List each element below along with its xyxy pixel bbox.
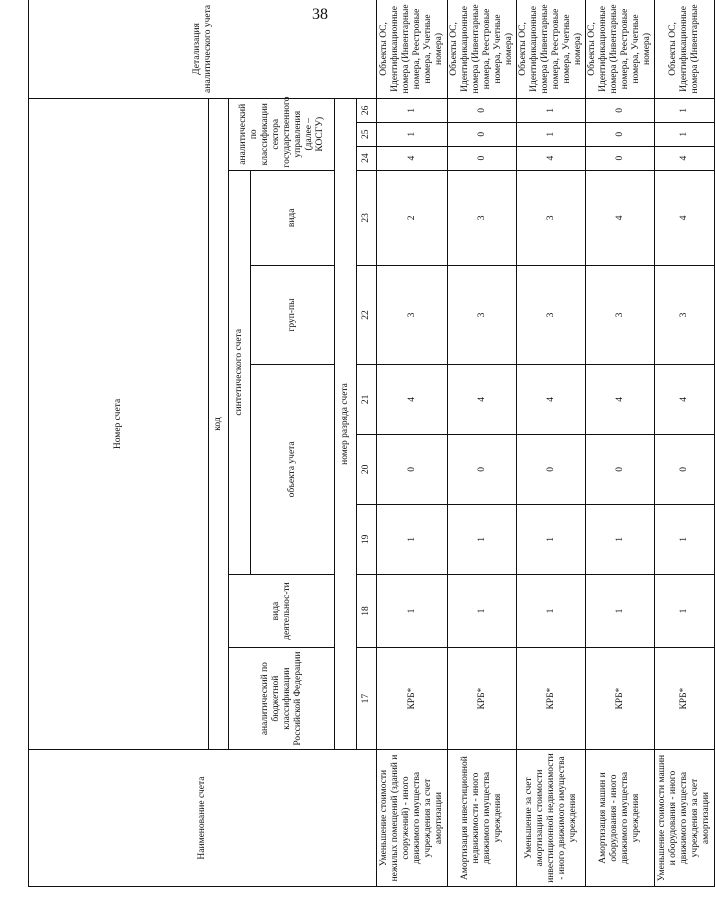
row-detail: Объекты ОС, Идентификационные номера (Инвентарные номера, Реестровые номера, Учетные номера) — [377, 0, 448, 98]
accounts-table — [28, 0, 715, 887]
cell-21: 4 — [517, 364, 586, 434]
cell-25: 1 — [517, 122, 586, 146]
cell-25: 1 — [377, 122, 448, 146]
header-detail: Детализация аналитического учета — [29, 0, 377, 98]
header-abk: аналитический по бюджетной классификации Российской Федерации — [229, 648, 335, 750]
cell-19: 1 — [586, 504, 655, 574]
cell-22: 3 — [517, 266, 586, 365]
cell-17: КРБ* — [655, 648, 715, 750]
row-name: Амортизация машин и оборудования - иного движимого имущества учреждения — [586, 750, 655, 887]
row-name: Уменьшение стоимости машин и оборудования - иного движимого имущества учреждения за счет амортизации — [655, 750, 715, 887]
cell-22: 3 — [377, 266, 448, 365]
cell-17: КРБ* — [448, 648, 517, 750]
colnum-20: 20 — [357, 434, 377, 504]
cell-19: 1 — [377, 504, 448, 574]
cell-26: 1 — [655, 98, 715, 122]
cell-26: 1 — [517, 98, 586, 122]
cell-19: 1 — [655, 504, 715, 574]
cell-24: 4 — [377, 146, 448, 170]
colnum-18: 18 — [357, 574, 377, 647]
cell-24: 0 — [448, 146, 517, 170]
cell-21: 4 — [586, 364, 655, 434]
cell-17: КРБ* — [586, 648, 655, 750]
row-name: Уменьшение стоимости нежилых помещений (зданий и сооружений) - иного движимого имущества учреждения за счет амортизации — [377, 750, 448, 887]
cell-19: 1 — [448, 504, 517, 574]
cell-23: 3 — [448, 170, 517, 266]
rotated-table-stage — [28, 0, 711, 887]
cell-23: 3 — [517, 170, 586, 266]
header-account-name: Наименование счета — [29, 750, 377, 887]
cell-22: 3 — [448, 266, 517, 365]
cell-23: 4 — [655, 170, 715, 266]
cell-20: 0 — [586, 434, 655, 504]
header-kosgu: аналитический по классификации сектора государственного управления (далее – КОСГУ) — [229, 98, 335, 170]
header-activity: вида деятельнос-ти — [229, 574, 335, 647]
row-detail: Объекты ОС, Идентификационные номера (Инвентарные номера, Реестровые номера, Учетные номера) — [448, 0, 517, 98]
header-synthetic: синтетического счета — [229, 170, 251, 574]
cell-24: 4 — [655, 146, 715, 170]
cell-23: 2 — [377, 170, 448, 266]
table-row — [377, 0, 448, 887]
cell-19: 1 — [517, 504, 586, 574]
table-row — [655, 0, 715, 887]
row-detail: Объекты ОС, Идентификационные номера (Инвентарные номера, Реестровые номера, Учетные номера) — [517, 0, 586, 98]
header-account-number: Номер счета — [29, 98, 209, 749]
header-code: код — [209, 98, 229, 749]
cell-22: 3 — [655, 266, 715, 365]
colnum-22: 22 — [357, 266, 377, 365]
row-name: Уменьшение за счет амортизации стоимости инвестиционной недвижимости - иного движимого имущества учреждения — [517, 750, 586, 887]
colnum-24: 24 — [357, 146, 377, 170]
cell-21: 4 — [377, 364, 448, 434]
table-row — [517, 0, 586, 887]
cell-25: 1 — [655, 122, 715, 146]
cell-24: 4 — [517, 146, 586, 170]
colnum-25: 25 — [357, 122, 377, 146]
colnum-19: 19 — [357, 504, 377, 574]
table-row — [448, 0, 517, 887]
cell-21: 4 — [448, 364, 517, 434]
cell-25: 0 — [586, 122, 655, 146]
cell-17: КРБ* — [377, 648, 448, 750]
cell-17: КРБ* — [517, 648, 586, 750]
colnum-26: 26 — [357, 98, 377, 122]
cell-20: 0 — [448, 434, 517, 504]
cell-23: 4 — [586, 170, 655, 266]
cell-18: 1 — [517, 574, 586, 647]
cell-18: 1 — [448, 574, 517, 647]
cell-26: 0 — [586, 98, 655, 122]
cell-18: 1 — [377, 574, 448, 647]
cell-26: 0 — [448, 98, 517, 122]
cell-18: 1 — [655, 574, 715, 647]
cell-22: 3 — [586, 266, 655, 365]
cell-20: 0 — [377, 434, 448, 504]
header-object: объекта учета — [251, 364, 335, 574]
cell-20: 0 — [517, 434, 586, 504]
cell-21: 4 — [655, 364, 715, 434]
row-detail: Объекты ОС, Идентификационные номера (Инвентарные — [655, 0, 715, 98]
cell-20: 0 — [655, 434, 715, 504]
header-digits: номер разряда счета — [335, 98, 357, 749]
row-detail: Объекты ОС, Идентификационные номера (Инвентарные номера, Реестровые номера, Учетные номера) — [586, 0, 655, 98]
cell-26: 1 — [377, 98, 448, 122]
cell-24: 0 — [586, 146, 655, 170]
row-name: Амортизация инвестиционной недвижимости - иного движимого имущества учреждения — [448, 750, 517, 887]
table-row — [586, 0, 655, 887]
header-group: груп-пы — [251, 266, 335, 365]
page-number: 38 — [312, 6, 328, 23]
colnum-21: 21 — [357, 364, 377, 434]
cell-18: 1 — [586, 574, 655, 647]
header-kind: вида — [251, 170, 335, 266]
colnum-17: 17 — [357, 648, 377, 750]
colnum-23: 23 — [357, 170, 377, 266]
cell-25: 0 — [448, 122, 517, 146]
